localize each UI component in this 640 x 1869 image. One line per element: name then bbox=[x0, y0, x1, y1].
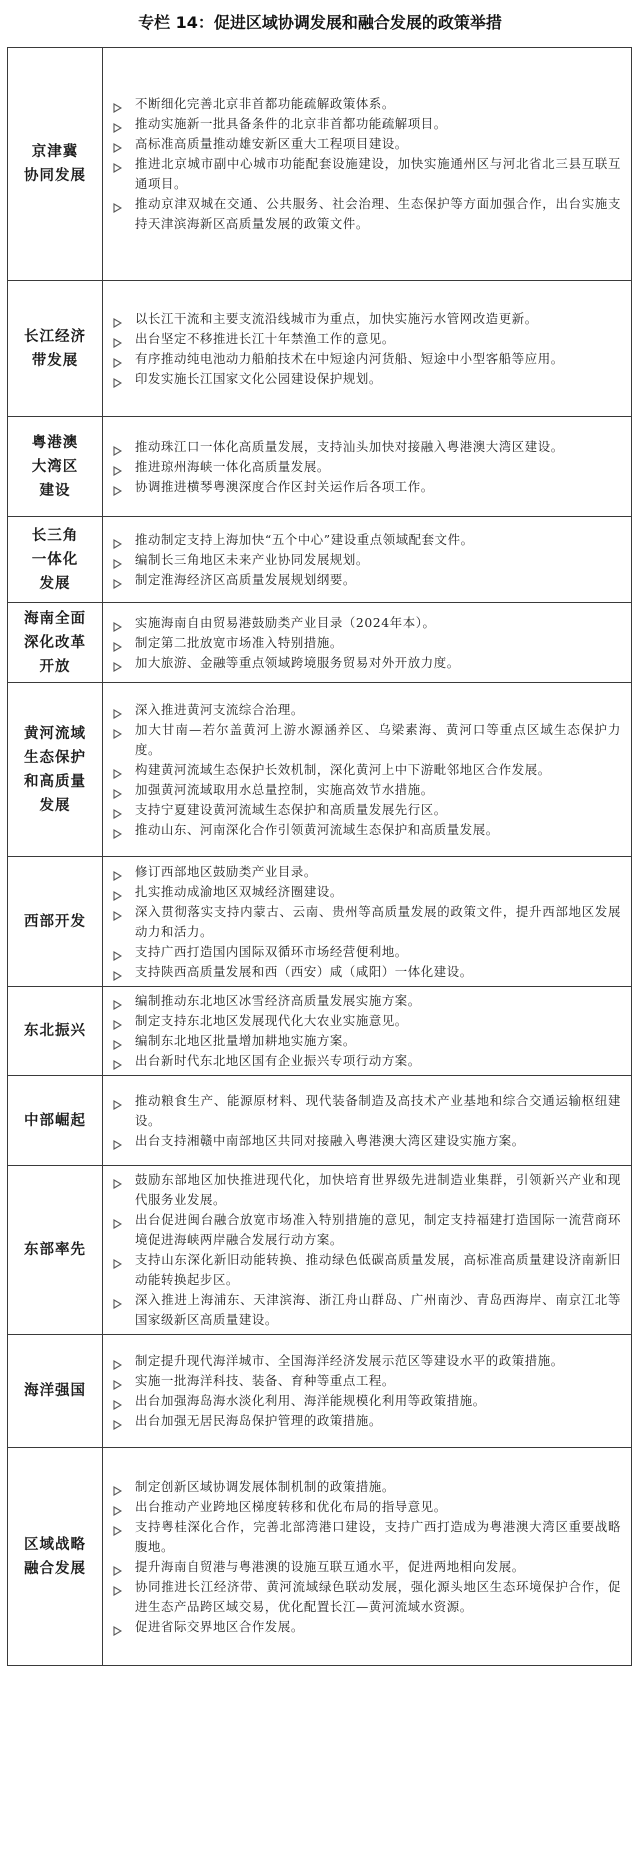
policy-item-text: 制定淮海经济区高质量发展规划纲要。 bbox=[135, 571, 356, 587]
policy-items bbox=[103, 603, 632, 683]
diamond-outline-icon bbox=[112, 1416, 122, 1426]
policy-item bbox=[111, 1577, 621, 1617]
policy-items bbox=[103, 1076, 632, 1166]
diamond-outline-icon bbox=[112, 1482, 122, 1492]
policy-item-text: 制定提升现代海洋城市、全国海洋经济发展示范区等建设水平的政策措施。 bbox=[135, 1353, 564, 1368]
policy-item bbox=[111, 570, 621, 590]
policy-item bbox=[111, 633, 621, 653]
diamond-outline-icon bbox=[112, 705, 122, 715]
region-name: 东北振兴 bbox=[8, 987, 103, 1076]
policy-item-text: 加强黄河流域取用水总量控制，实施高效节水措施。 bbox=[135, 781, 434, 797]
policy-item-text: 出台促进闽台融合放宽市场准入特别措施的意见，制定支持福建打造国际一流营商环境促进海峡两岸融合发展行动方案。 bbox=[135, 1212, 621, 1247]
diamond-outline-icon bbox=[112, 374, 122, 384]
region-name: 长三角 一体化 发展 bbox=[8, 517, 103, 603]
policy-item-text: 推动制定支持上海加快“五个中心”建设重点领域配套文件。 bbox=[135, 531, 474, 547]
policy-item bbox=[111, 94, 621, 114]
region-name: 海洋强国 bbox=[8, 1335, 103, 1448]
policy-item-text: 制定支持东北地区发展现代化大农业实施意见。 bbox=[135, 1013, 408, 1028]
policy-item bbox=[111, 760, 621, 780]
policy-item bbox=[111, 477, 621, 497]
policy-item bbox=[111, 991, 621, 1011]
diamond-outline-icon bbox=[112, 887, 122, 897]
diamond-outline-icon bbox=[112, 334, 122, 344]
diamond-outline-icon bbox=[112, 354, 122, 364]
policy-item bbox=[111, 613, 621, 633]
region-name: 中部崛起 bbox=[8, 1076, 103, 1166]
policy-item-text: 不断细化完善北京非首都功能疏解政策体系。 bbox=[135, 96, 395, 111]
diamond-outline-icon bbox=[112, 907, 122, 917]
diamond-outline-icon bbox=[112, 99, 122, 109]
policy-item bbox=[111, 1477, 621, 1497]
policy-item bbox=[111, 1351, 621, 1371]
diamond-outline-icon bbox=[112, 947, 122, 957]
diamond-outline-icon bbox=[112, 785, 122, 795]
diamond-outline-icon bbox=[112, 1376, 122, 1386]
region-name: 西部开发 bbox=[8, 857, 103, 987]
policy-item bbox=[111, 1517, 621, 1557]
policy-item-text: 以长江干流和主要支流沿线城市为重点，加快实施污水管网改造更新。 bbox=[135, 310, 538, 326]
policy-item bbox=[111, 1131, 621, 1151]
policy-row bbox=[8, 1166, 632, 1335]
policy-item bbox=[111, 1290, 621, 1330]
policy-item-text: 推进北京城市副中心城市功能配套设施建设，加快实施通州区与河北省北三县互联互通项目。 bbox=[135, 156, 621, 191]
policy-row bbox=[8, 1335, 632, 1448]
policy-item-text: 鼓励东部地区加快推进现代化，加快培育世界级先进制造业集群，引领新兴产业和现代服务业发展。 bbox=[135, 1172, 621, 1207]
policy-item bbox=[111, 1091, 621, 1131]
policy-item-text: 深入贯彻落实支持内蒙古、云南、贵州等高质量发展的政策文件，提升西部地区发展动力和活力。 bbox=[135, 903, 621, 939]
diamond-outline-icon bbox=[112, 1016, 122, 1026]
policy-item bbox=[111, 530, 621, 550]
diamond-outline-icon bbox=[112, 825, 122, 835]
diamond-outline-icon bbox=[112, 638, 122, 648]
policy-item bbox=[111, 1371, 621, 1391]
policy-item bbox=[111, 1170, 621, 1210]
region-name: 区域战略 融合发展 bbox=[8, 1448, 103, 1666]
policy-item-text: 扎实推动成渝地区双城经济圈建设。 bbox=[135, 883, 343, 899]
policy-table-body bbox=[8, 48, 632, 1666]
diamond-outline-icon bbox=[112, 765, 122, 775]
diamond-outline-icon bbox=[112, 199, 122, 209]
policy-item-text: 实施海南自由贸易港鼓励类产业目录（2024年本）。 bbox=[135, 614, 436, 630]
policy-item bbox=[111, 1617, 621, 1637]
diamond-outline-icon bbox=[112, 967, 122, 977]
policy-item bbox=[111, 437, 621, 457]
policy-item bbox=[111, 154, 621, 194]
policy-item bbox=[111, 550, 621, 570]
diamond-outline-icon bbox=[112, 1255, 122, 1265]
policy-item bbox=[111, 1031, 621, 1051]
policy-items bbox=[103, 1448, 632, 1666]
policy-items bbox=[103, 987, 632, 1076]
policy-item bbox=[111, 882, 621, 902]
policy-item-text: 推动实施新一批具备条件的北京非首都功能疏解项目。 bbox=[135, 116, 447, 131]
policy-item-text: 加大甘南—若尔盖黄河上游水源涵养区、乌梁素海、黄河口等重点区域生态保护力度。 bbox=[135, 721, 621, 757]
diamond-outline-icon bbox=[112, 1622, 122, 1632]
region-name: 东部率先 bbox=[8, 1166, 103, 1335]
policy-item-text: 构建黄河流域生态保护长效机制，深化黄河上中下游毗邻地区合作发展。 bbox=[135, 761, 551, 777]
policy-item-text: 推进琼州海峡一体化高质量发展。 bbox=[135, 458, 330, 474]
policy-row bbox=[8, 987, 632, 1076]
policy-row bbox=[8, 857, 632, 987]
policy-items bbox=[103, 417, 632, 517]
policy-items bbox=[103, 857, 632, 987]
policy-item-text: 出台新时代东北地区国有企业振兴专项行动方案。 bbox=[135, 1053, 421, 1068]
diamond-outline-icon bbox=[112, 1136, 122, 1146]
policy-items bbox=[103, 1166, 632, 1335]
policy-table bbox=[7, 47, 632, 1666]
policy-item bbox=[111, 800, 621, 820]
policy-item-text: 编制推动东北地区冰雪经济高质量发展实施方案。 bbox=[135, 993, 421, 1008]
policy-row bbox=[8, 683, 632, 857]
diamond-outline-icon bbox=[112, 1056, 122, 1066]
policy-item bbox=[111, 134, 621, 154]
diamond-outline-icon bbox=[112, 1215, 122, 1225]
policy-item-text: 协调推进横琴粤澳深度合作区封关运作后各项工作。 bbox=[135, 478, 434, 494]
policy-items bbox=[103, 281, 632, 417]
diamond-outline-icon bbox=[112, 139, 122, 149]
diamond-outline-icon bbox=[112, 1582, 122, 1592]
diamond-outline-icon bbox=[112, 555, 122, 565]
policy-item-text: 推动京津双城在交通、公共服务、社会治理、生态保护等方面加强合作，出台实施支持天津滨海新区高质量发展的政策文件。 bbox=[135, 196, 621, 231]
policy-row bbox=[8, 417, 632, 517]
page-title: 专栏 14：促进区域协调发展和融合发展的政策举措 bbox=[138, 13, 502, 32]
region-name: 黄河流域 生态保护 和高质量 发展 bbox=[8, 683, 103, 857]
policy-item-text: 制定创新区域协调发展体制机制的政策措施。 bbox=[135, 1478, 395, 1494]
policy-item bbox=[111, 653, 621, 673]
region-name: 长江经济 带发展 bbox=[8, 281, 103, 417]
diamond-outline-icon bbox=[112, 462, 122, 472]
policy-row bbox=[8, 603, 632, 683]
diamond-outline-icon bbox=[112, 658, 122, 668]
region-name: 海南全面 深化改革 开放 bbox=[8, 603, 103, 683]
policy-row bbox=[8, 1448, 632, 1666]
policy-item-text: 推动粮食生产、能源原材料、现代装备制造及高技术产业基地和综合交通运输枢纽建设。 bbox=[135, 1092, 621, 1128]
policy-item bbox=[111, 780, 621, 800]
policy-row bbox=[8, 48, 632, 281]
policy-item bbox=[111, 1391, 621, 1411]
policy-item bbox=[111, 700, 621, 720]
policy-item-text: 加大旅游、金融等重点领域跨境服务贸易对外开放力度。 bbox=[135, 654, 460, 670]
policy-item bbox=[111, 369, 621, 389]
policy-item-text: 出台推动产业跨地区梯度转移和优化布局的指导意见。 bbox=[135, 1498, 447, 1514]
policy-item bbox=[111, 1210, 621, 1250]
policy-item bbox=[111, 962, 621, 982]
policy-item-text: 推动山东、河南深化合作引领黄河流域生态保护和高质量发展。 bbox=[135, 821, 499, 837]
diamond-outline-icon bbox=[112, 159, 122, 169]
policy-item bbox=[111, 942, 621, 962]
policy-item-text: 推动珠江口一体化高质量发展，支持汕头加快对接融入粤港澳大湾区建设。 bbox=[135, 438, 564, 454]
diamond-outline-icon bbox=[112, 1502, 122, 1512]
diamond-outline-icon bbox=[112, 442, 122, 452]
diamond-outline-icon bbox=[112, 1356, 122, 1366]
diamond-outline-icon bbox=[112, 996, 122, 1006]
policy-item bbox=[111, 1411, 621, 1431]
policy-item-text: 支持粤桂深化合作，完善北部湾港口建设，支持广西打造成为粤港澳大湾区重要战略腹地。 bbox=[135, 1518, 621, 1554]
policy-item-text: 提升海南自贸港与粤港澳的设施互联互通水平，促进两地相向发展。 bbox=[135, 1558, 525, 1574]
policy-item-text: 有序推动纯电池动力船舶技术在中短途内河货船、短途中小型客船等应用。 bbox=[135, 350, 564, 366]
policy-item-text: 编制长三角地区未来产业协同发展规划。 bbox=[135, 551, 369, 567]
diamond-outline-icon bbox=[112, 805, 122, 815]
diamond-outline-icon bbox=[112, 618, 122, 628]
diamond-outline-icon bbox=[112, 867, 122, 877]
policy-row bbox=[8, 281, 632, 417]
diamond-outline-icon bbox=[112, 575, 122, 585]
region-name: 京津冀 协同发展 bbox=[8, 48, 103, 281]
policy-items bbox=[103, 48, 632, 281]
policy-item-text: 修订西部地区鼓励类产业目录。 bbox=[135, 863, 317, 879]
policy-item-text: 支持宁夏建设黄河流域生态保护和高质量发展先行区。 bbox=[135, 801, 447, 817]
diamond-outline-icon bbox=[112, 1096, 122, 1106]
policy-item-text: 实施一批海洋科技、装备、育种等重点工程。 bbox=[135, 1373, 395, 1388]
policy-item-text: 印发实施长江国家文化公园建设保护规划。 bbox=[135, 370, 382, 386]
policy-item-text: 制定第二批放宽市场准入特别措施。 bbox=[135, 634, 343, 650]
diamond-outline-icon bbox=[112, 535, 122, 545]
policy-item-text: 协同推进长江经济带、黄河流域绿色联动发展，强化源头地区生态环境保护合作，促进生态产品跨区域交易，优化配置长江—黄河流域水资源。 bbox=[135, 1578, 621, 1614]
policy-items bbox=[103, 683, 632, 857]
diamond-outline-icon bbox=[112, 1036, 122, 1046]
policy-item bbox=[111, 1011, 621, 1031]
policy-item-text: 深入推进黄河支流综合治理。 bbox=[135, 701, 304, 717]
policy-item bbox=[111, 720, 621, 760]
policy-item bbox=[111, 1051, 621, 1071]
region-name: 粤港澳 大湾区 建设 bbox=[8, 417, 103, 517]
policy-item bbox=[111, 349, 621, 369]
policy-item bbox=[111, 820, 621, 840]
policy-item bbox=[111, 114, 621, 134]
policy-item bbox=[111, 457, 621, 477]
policy-row bbox=[8, 517, 632, 603]
policy-item-text: 出台坚定不移推进长江十年禁渔工作的意见。 bbox=[135, 330, 395, 346]
policy-item-text: 支持山东深化新旧动能转换、推动绿色低碳高质量发展，高标准高质量建设济南新旧动能转换起步区。 bbox=[135, 1252, 621, 1287]
diamond-outline-icon bbox=[112, 1175, 122, 1185]
diamond-outline-icon bbox=[112, 1295, 122, 1305]
diamond-outline-icon bbox=[112, 1562, 122, 1572]
policy-item-text: 出台加强海岛海水淡化利用、海洋能规模化利用等政策措施。 bbox=[135, 1393, 486, 1408]
diamond-outline-icon bbox=[112, 725, 122, 735]
policy-item bbox=[111, 309, 621, 329]
policy-item-text: 支持陕西高质量发展和西（西安）咸（咸阳）一体化建设。 bbox=[135, 963, 473, 979]
policy-item bbox=[111, 1557, 621, 1577]
diamond-outline-icon bbox=[112, 1522, 122, 1532]
policy-item bbox=[111, 329, 621, 349]
diamond-outline-icon bbox=[112, 482, 122, 492]
policy-item-text: 编制东北地区批量增加耕地实施方案。 bbox=[135, 1033, 356, 1048]
policy-item-text: 促进省际交界地区合作发展。 bbox=[135, 1618, 304, 1634]
diamond-outline-icon bbox=[112, 119, 122, 129]
policy-item bbox=[111, 902, 621, 942]
policy-item bbox=[111, 1250, 621, 1290]
diamond-outline-icon bbox=[112, 1396, 122, 1406]
policy-items bbox=[103, 1335, 632, 1448]
policy-item-text: 高标准高质量推动雄安新区重大工程项目建设。 bbox=[135, 136, 408, 151]
policy-item-text: 支持广西打造国内国际双循环市场经营便利地。 bbox=[135, 943, 408, 959]
policy-item bbox=[111, 194, 621, 234]
policy-item bbox=[111, 862, 621, 882]
policy-item-text: 出台支持湘赣中南部地区共同对接融入粤港澳大湾区建设实施方案。 bbox=[135, 1132, 525, 1148]
policy-items bbox=[103, 517, 632, 603]
policy-item-text: 出台加强无居民海岛保护管理的政策措施。 bbox=[135, 1413, 382, 1428]
policy-item bbox=[111, 1497, 621, 1517]
diamond-outline-icon bbox=[112, 314, 122, 324]
policy-row bbox=[8, 1076, 632, 1166]
policy-item-text: 深入推进上海浦东、天津滨海、浙江舟山群岛、广州南沙、青岛西海岸、南京江北等国家级新区高质量建设。 bbox=[135, 1292, 621, 1327]
